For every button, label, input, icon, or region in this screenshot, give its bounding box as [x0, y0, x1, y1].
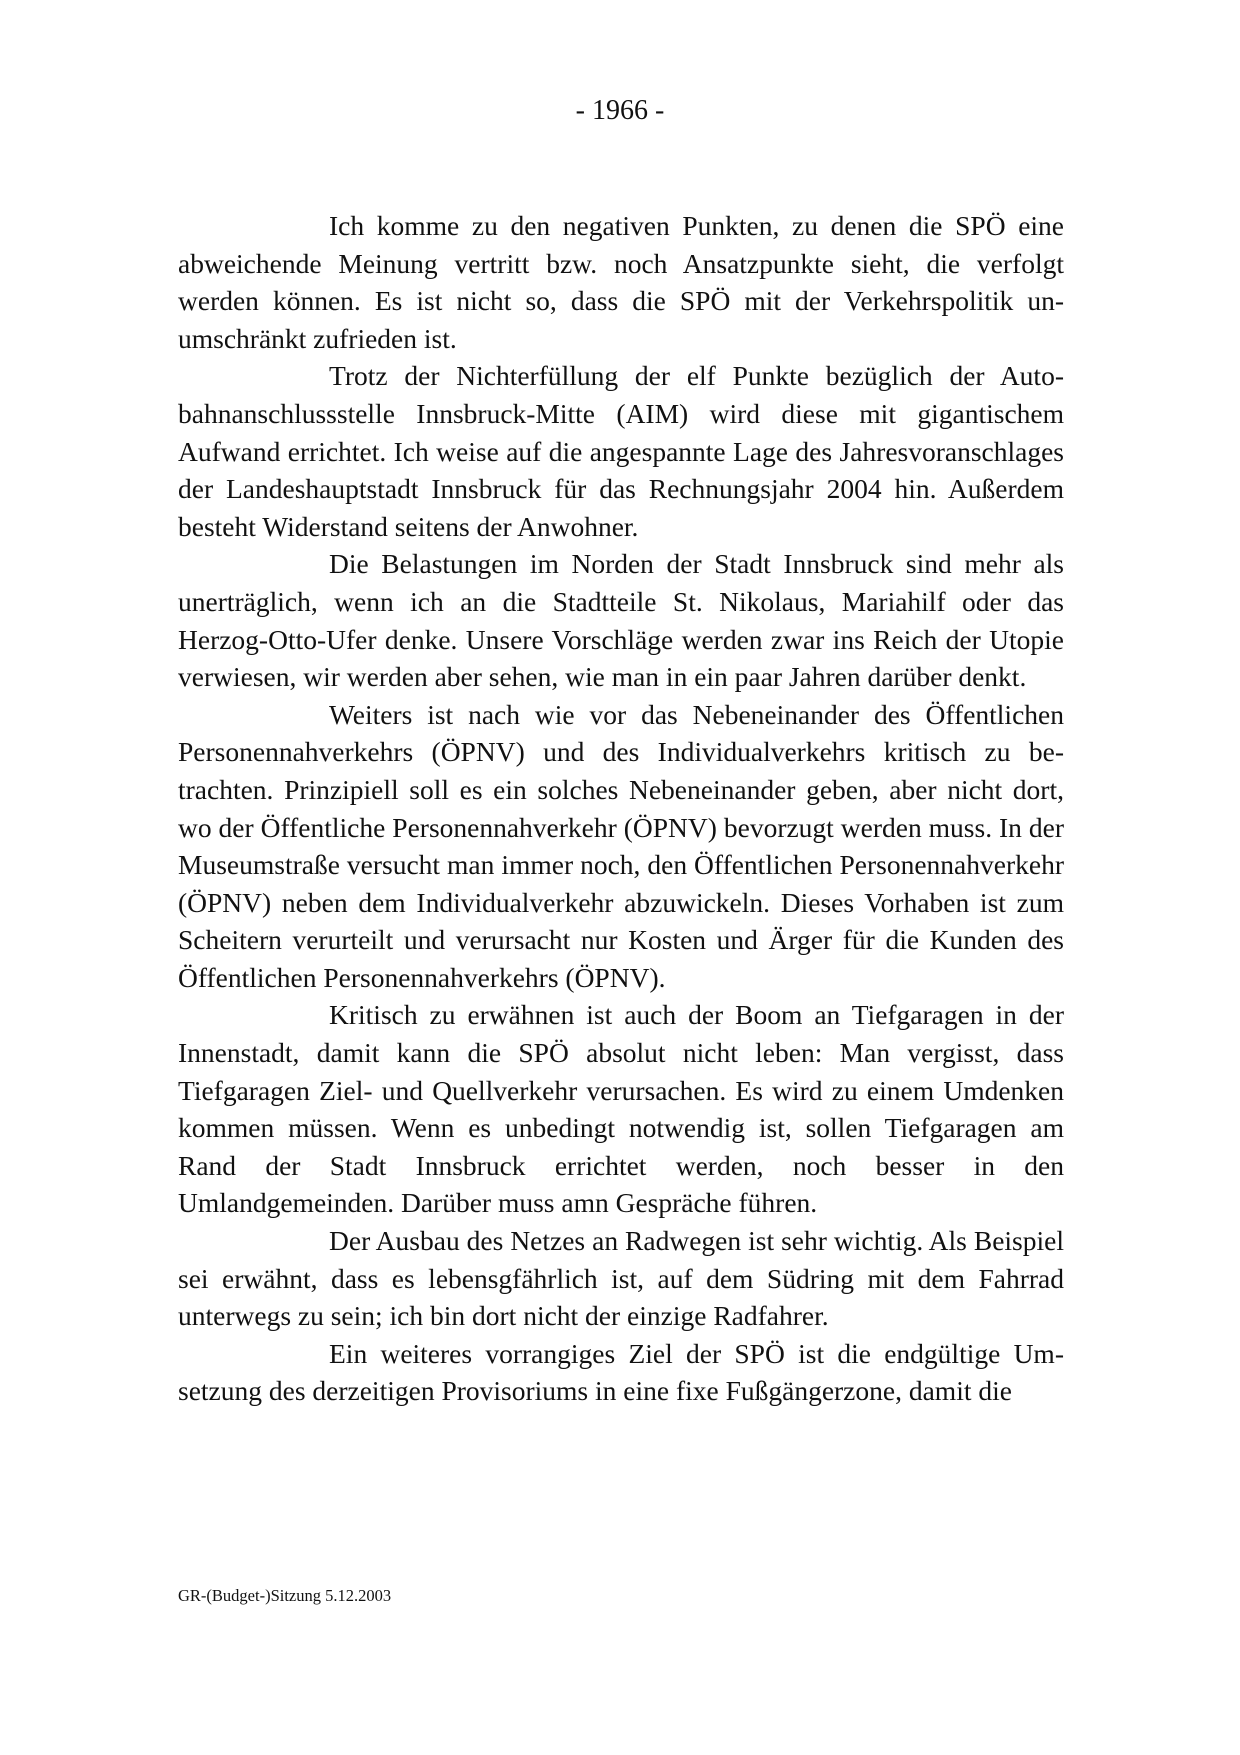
paragraph: Trotz der Nichterfüllung der elf Punkte bezüglich der Autobahnanschlussstelle Innsbruck-Mitte (AIM) wird diese mit gigantischem Aufwand errichtet. Ich weise auf die angespannte Lage des Jahresvoranschlages der Landeshauptstadt Innsbruck für das Rechnungsjahr 2004 hin. Außerdem besteht Widerstand seitens der Anwohner.	[178, 360, 1064, 542]
paragraph: Kritisch zu erwähnen ist auch der Boom an Tiefgaragen in der Innenstadt, damit kann die SPÖ absolut nicht leben: Man vergisst, dass Tiefgaragen Ziel- und Quellverkehr verursachen. Es wird zu einem Umdenken kommen müssen. Wenn es unbedingt notwendig ist, sollen Tiefgaragen am Rand der Stadt Innsbruck errichtet werden, noch besser in den Umlandgemeinden. Darüber muss amn Gespräche führen.	[178, 999, 1064, 1219]
paragraph: Ein weiteres vorrangiges Ziel der SPÖ ist die endgültige Umsetzung des derzeitigen Provisoriums in eine fixe Fußgängerzone, damit die	[178, 1337, 1064, 1407]
page-number: - 1966 -	[575, 95, 665, 126]
paragraph: Der Ausbau des Netzes an Radwegen ist sehr wichtig. Als Beispiel sei erwähnt, dass es lebensgfährlich ist, auf dem Südring mit dem Fahrrad unterwegs zu sein; ich bin dort nicht der einzige Radfahrer.	[178, 1225, 1064, 1332]
paragraph: Weiters ist nach wie vor das Nebeneinander des Öffentlichen Personennahverkehrs (ÖPNV) und des Individualverkehrs kritisch zu betrachten. Prinzipiell soll es ein solches Nebeneinander geben, aber nicht dort, wo der Öffentliche Personennahverkehr (ÖPNV) bevorzugt werden muss. In der Museumstraße versucht man immer noch, den Öffentlichen Personennahverkehr (ÖPNV) neben dem Individualverkehr abzuwickeln. Dieses Vorhaben ist zum Scheitern verurteilt und verursacht nur Kosten und Ärger für die Kunden des Öffentlichen Personennahverkehrs (ÖPNV).	[178, 698, 1064, 993]
paragraph: Die Belastungen im Norden der Stadt Innsbruck sind mehr als unerträglich, wenn ich an die Stadtteile St. Nikolaus, Mariahilf oder das Herzog-Otto-Ufer denke. Unsere Vorschläge werden zwar ins Reich der Utopie verwiesen, wir werden aber sehen, wie man in ein paar Jahren darüber denkt.	[178, 548, 1064, 693]
paragraph: Ich komme zu den negativen Punkten, zu denen die SPÖ eine abweichende Meinung vertritt bzw. noch Ansatzpunkte sieht, die verfolgt werden können. Es ist nicht so, dass die SPÖ mit der Verkehrspolitik unumschränkt zufrieden ist.	[178, 210, 1064, 354]
footer-session-label: GR-(Budget-)Sitzung 5.12.2003	[178, 1586, 392, 1605]
body-text	[178, 207, 1064, 1410]
